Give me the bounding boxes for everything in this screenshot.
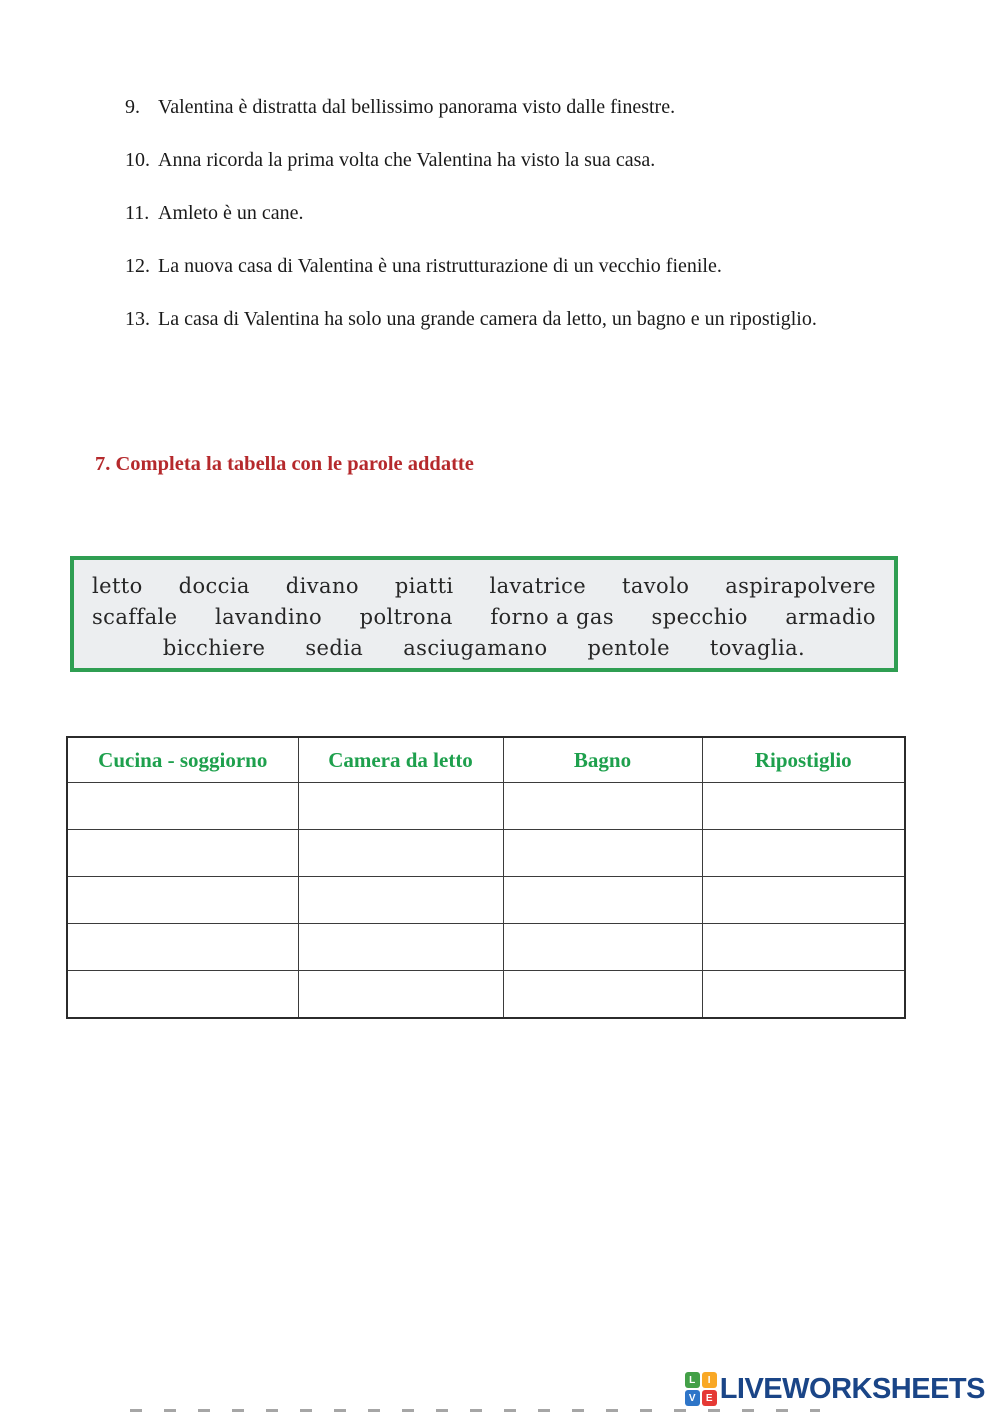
answer-cell[interactable]: [67, 971, 298, 1019]
word-bank-word: poltrona: [359, 605, 453, 629]
logo-square-v: V: [685, 1390, 700, 1406]
answer-cell[interactable]: [298, 783, 503, 830]
question-number: 12.: [125, 255, 150, 277]
word-bank-word: lavandino: [215, 605, 323, 629]
liveworksheets-logo-icon: [685, 1372, 717, 1406]
question-text: Anna ricorda la prima volta che Valentina ha visto la sua casa.: [158, 149, 656, 171]
question-number: 10.: [125, 149, 150, 171]
word-bank-line: [88, 571, 880, 602]
question-number: 13.: [125, 308, 150, 330]
table-row: [67, 971, 905, 1019]
table-row: [67, 830, 905, 877]
answer-cell[interactable]: [503, 830, 702, 877]
word-bank-word: specchio: [651, 605, 748, 629]
word-bank-word: bicchiere: [162, 636, 266, 660]
answer-cell[interactable]: [702, 783, 905, 830]
answer-cell[interactable]: [702, 924, 905, 971]
word-bank-word: aspirapolvere: [725, 574, 876, 598]
question-text: La casa di Valentina ha solo una grande camera da letto, un bagno e un ripostiglio.: [158, 308, 817, 330]
question-text: Amleto è un cane.: [158, 202, 304, 224]
answer-cell[interactable]: [67, 830, 298, 877]
answer-cell[interactable]: [298, 830, 503, 877]
word-bank-word: scaffale: [92, 605, 178, 629]
answer-cell[interactable]: [702, 971, 905, 1019]
word-bank-word: sedia: [305, 636, 364, 660]
answer-table: [66, 736, 906, 1019]
table-header-ripostiglio: Ripostiglio: [702, 737, 905, 783]
exercise-heading: 7. Completa la tabella con le parole addatte: [95, 453, 474, 475]
word-bank-word: tovaglia.: [709, 636, 806, 660]
table-row: [67, 877, 905, 924]
table-header-bagno: Bagno: [503, 737, 702, 783]
question-number: 9.: [125, 96, 140, 118]
answer-cell[interactable]: [67, 877, 298, 924]
answer-cell[interactable]: [503, 783, 702, 830]
word-bank-word: armadio: [785, 605, 876, 629]
logo-square-e: E: [702, 1390, 717, 1406]
question-item-10: [125, 139, 835, 181]
answer-cell[interactable]: [503, 924, 702, 971]
word-bank-word: letto: [92, 574, 143, 598]
question-item-11: [125, 192, 835, 234]
logo-square-i: I: [702, 1372, 717, 1388]
word-bank-word: piatti: [394, 574, 454, 598]
answer-cell[interactable]: [503, 877, 702, 924]
word-bank-box: [70, 556, 898, 672]
answer-cell[interactable]: [298, 877, 503, 924]
question-number: 11.: [125, 202, 150, 224]
question-text: La nuova casa di Valentina è una ristrutturazione di un vecchio fienile.: [158, 255, 722, 277]
answer-cell[interactable]: [67, 924, 298, 971]
answer-cell[interactable]: [702, 830, 905, 877]
table-row: [67, 924, 905, 971]
table-header-cucina-soggiorno: Cucina - soggiorno: [67, 737, 298, 783]
question-item-13: [125, 298, 835, 340]
table-row: [67, 783, 905, 830]
liveworksheets-logo[interactable]: [685, 1371, 985, 1407]
answer-cell[interactable]: [702, 877, 905, 924]
word-bank-word: asciugamano: [403, 636, 548, 660]
answer-cell[interactable]: [298, 924, 503, 971]
answer-cell[interactable]: [503, 971, 702, 1019]
question-text: Valentina è distratta dal bellissimo panorama visto dalle finestre.: [158, 96, 676, 118]
word-bank-word: pentole: [587, 636, 670, 660]
cutoff-text-remnant: [130, 1409, 820, 1412]
question-item-12: [125, 245, 835, 287]
liveworksheets-logo-text: LIVEWORKSHEETS: [719, 1373, 985, 1405]
word-bank-line: [88, 633, 880, 664]
table-header-camera-da-letto: Camera da letto: [298, 737, 503, 783]
question-item-9: [125, 86, 835, 128]
logo-square-l: L: [685, 1372, 700, 1388]
table-header-row: [67, 737, 905, 783]
question-list: [125, 86, 835, 351]
answer-cell[interactable]: [298, 971, 503, 1019]
word-bank-word: tavolo: [622, 574, 690, 598]
word-bank-word: doccia: [178, 574, 250, 598]
word-bank-word: lavatrice: [489, 574, 587, 598]
word-bank-word: forno a gas: [490, 605, 614, 629]
answer-cell[interactable]: [67, 783, 298, 830]
word-bank-word: divano: [285, 574, 359, 598]
word-bank-line: [88, 602, 880, 633]
